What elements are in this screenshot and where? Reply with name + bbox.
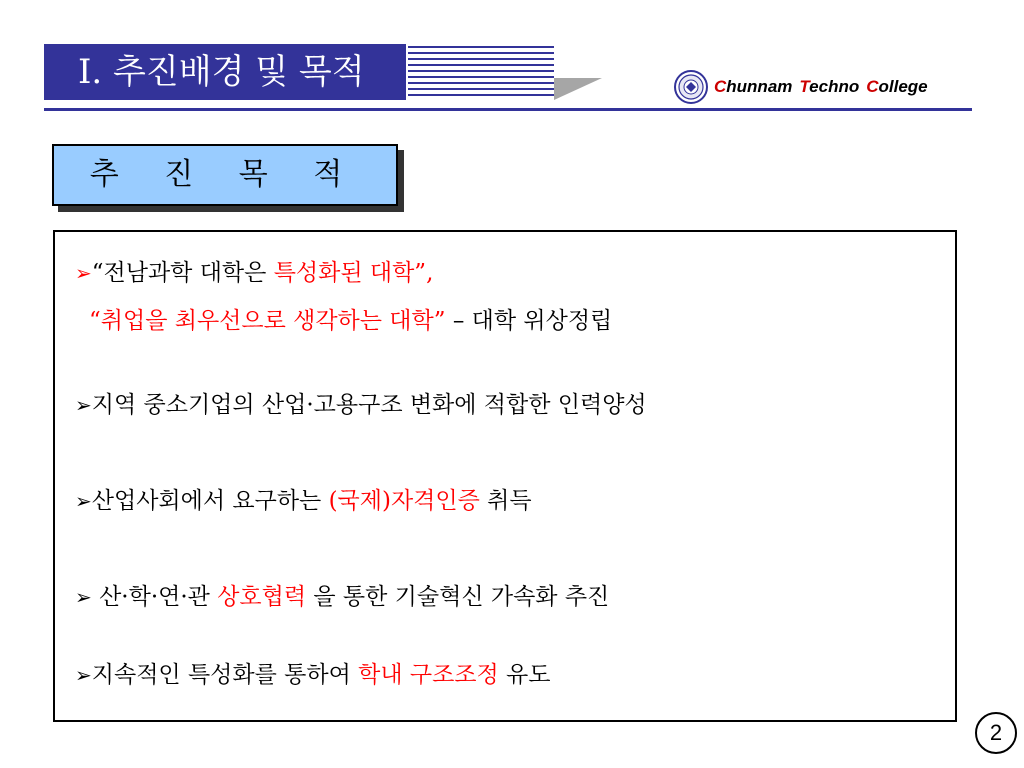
item-highlight: 상호협력 (217, 584, 307, 610)
slide-title: I. 추진배경 및 목적 (44, 44, 406, 100)
item-highlight: “취업을 최우선으로 생각하는 대학” (89, 308, 446, 334)
item-text: 유도 (498, 662, 551, 688)
list-item (75, 482, 532, 515)
bullet-arrow-icon: ➢ (75, 261, 92, 285)
bullet-arrow-icon: ➢ (75, 489, 92, 513)
item-text: 을 통한 기술혁신 가속화 추진 (306, 584, 610, 610)
list-item (75, 656, 550, 689)
college-name-initial: T (799, 77, 810, 96)
content-panel (53, 230, 957, 722)
college-name-initial: C (866, 77, 879, 96)
college-name-part: echno (809, 77, 860, 96)
item-text: 산·학·연·관 (91, 584, 218, 610)
bullet-arrow-icon: ➢ (75, 663, 92, 687)
bullet-arrow-icon: ➢ (75, 393, 92, 417)
item-highlight: 학내 구조조정 (358, 662, 499, 688)
item-text: – 대학 위상정립 (445, 308, 613, 334)
header-divider (44, 108, 972, 111)
section-heading: 추 진 목 적 (52, 144, 398, 206)
list-item (75, 578, 609, 611)
list-item (75, 386, 647, 419)
item-text: 산업사회에서 요구하는 (91, 488, 329, 514)
header-arrow-decoration (554, 70, 604, 102)
college-name-part: ollege (878, 77, 928, 96)
item-text: 지속적인 특성화를 통하여 (91, 662, 359, 688)
bullet-arrow-icon: ➢ (75, 585, 92, 609)
item-text: 취득 (479, 488, 532, 514)
item-text: 지역 중소기업의 산업·고용구조 변화에 적합한 인력양성 (91, 392, 647, 418)
list-item (75, 254, 433, 287)
college-name (714, 77, 928, 97)
list-item-continuation (89, 302, 612, 335)
item-highlight: (국제)자격인증 (328, 488, 480, 514)
item-highlight: 특성화된 대학”, (273, 260, 434, 286)
college-logo (674, 70, 928, 104)
header-stripes-decoration (408, 44, 554, 100)
page-number: 2 (975, 712, 1017, 754)
item-text: “전남과학 대학은 (91, 260, 274, 286)
college-name-initial: C (714, 77, 727, 96)
college-seal-icon (674, 70, 708, 104)
college-name-part: hunnam (726, 77, 793, 96)
